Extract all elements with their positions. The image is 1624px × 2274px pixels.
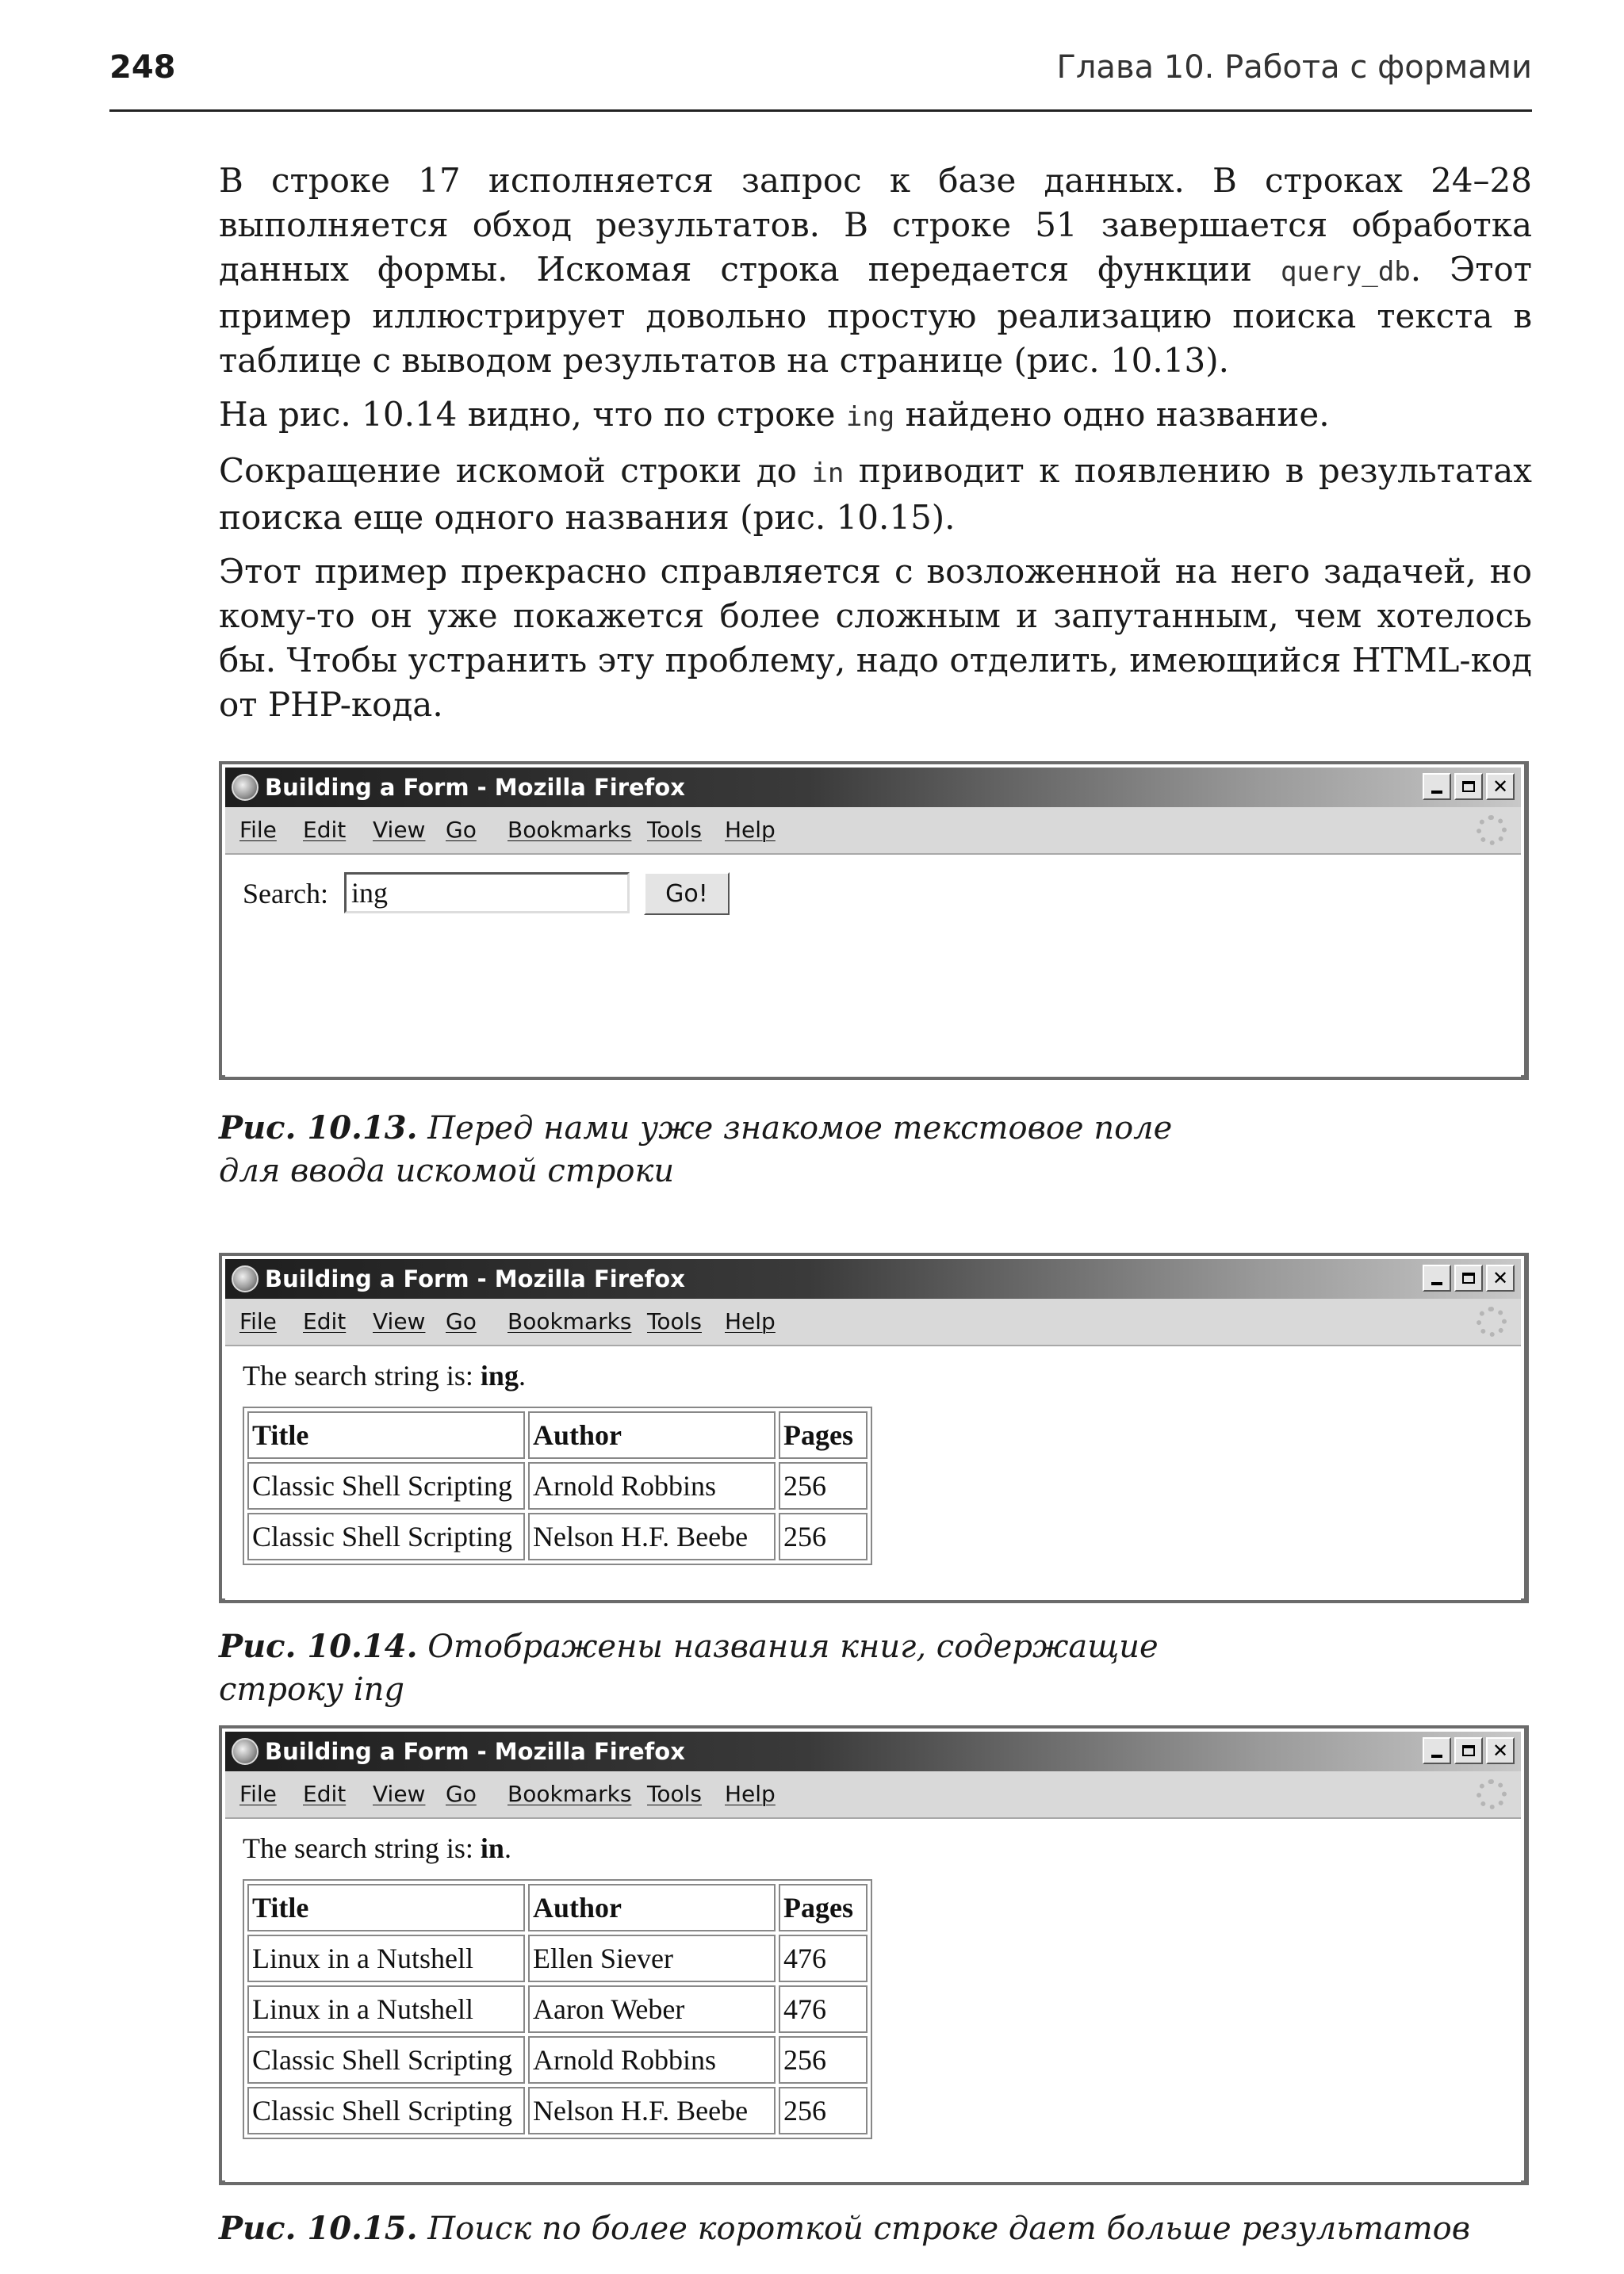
menu-file[interactable]: File	[239, 1781, 277, 1807]
menu-edit[interactable]: Edit	[303, 1781, 347, 1807]
page-number: 248	[109, 49, 176, 86]
search-result-line: The search string is: ing.	[243, 1360, 526, 1392]
minimize-icon[interactable]	[1423, 1265, 1451, 1292]
figure-10-15	[219, 1725, 1529, 2250]
paragraph-4: Этот пример прекрасно справляется с возложенной на него задачей, но кому-то он уже покажется более сложным и запутанным, чем хотелось бы. Чтобы устранить эту проблему, надо отделить, имеющийся HTML-код от PHP-кода.	[219, 552, 1532, 724]
inline-code-in: in	[811, 457, 845, 489]
cell-title: Linux in a Nutshell	[247, 1935, 525, 1982]
firefox-icon	[232, 1265, 259, 1292]
cell-title: Classic Shell Scripting	[247, 1513, 525, 1560]
paragraph-2: На рис. 10.14 видно, что по строке ing найдено одно название.	[219, 395, 1330, 434]
results-table	[243, 1407, 872, 1565]
table-row	[247, 1462, 868, 1510]
menu-bar	[225, 1299, 1521, 1346]
figure-caption: Рис. 10.13. Перед нами уже знакомое текстовое поле для ввода искомой строки	[219, 1109, 1173, 1189]
menu-tools[interactable]: Tools	[647, 1308, 702, 1334]
cell-title: Classic Shell Scripting	[247, 2036, 525, 2084]
table-row	[247, 2087, 868, 2134]
title-bar	[225, 1732, 1521, 1771]
table-row	[247, 1985, 868, 2033]
menu-edit[interactable]: Edit	[303, 1308, 347, 1334]
paragraph-1: В строке 17 исполняется запрос к базе данных. В строках 24–28 выполняется обход результатов. В строке 51 завершается обработка данных формы. Искомая строка передается функции query_db. Этот пример иллюстрирует довольно простую реализацию поиска текста в таблице с выводом результатов на странице (рис. 10.13).	[219, 161, 1533, 380]
menu-go[interactable]: Go	[446, 817, 477, 843]
menu-help[interactable]: Help	[725, 1308, 776, 1334]
menu-bar	[225, 807, 1521, 855]
menu-go[interactable]: Go	[446, 1781, 477, 1807]
menu-help[interactable]: Help	[725, 817, 776, 843]
search-term: ing	[480, 1360, 519, 1392]
maximize-icon[interactable]	[1454, 1265, 1483, 1292]
cell-title: Classic Shell Scripting	[247, 1462, 525, 1510]
close-icon[interactable]: ✕	[1486, 1737, 1515, 1764]
table-row	[247, 1935, 868, 1982]
running-header	[109, 48, 1532, 112]
menu-bookmarks[interactable]: Bookmarks	[508, 1308, 632, 1334]
window-title: Building a Form - Mozilla Firefox	[265, 1738, 685, 1765]
window-controls	[1423, 773, 1515, 800]
menu-file[interactable]: File	[239, 1308, 277, 1334]
search-label: Search:	[243, 878, 328, 909]
cell-pages: 476	[779, 1935, 868, 1982]
search-term: in	[480, 1832, 504, 1864]
browser-window	[219, 1725, 1529, 2185]
minimize-icon[interactable]	[1423, 773, 1451, 800]
cell-pages: 256	[779, 1462, 868, 1510]
menu-tools[interactable]: Tools	[647, 1781, 702, 1807]
title-bar	[225, 768, 1521, 807]
throbber-icon	[1477, 1779, 1507, 1809]
menu-file[interactable]: File	[239, 817, 277, 843]
body-text	[219, 159, 1532, 737]
cell-author: Aaron Weber	[528, 1985, 776, 2033]
column-header-title: Title	[247, 1884, 525, 1931]
menu-view[interactable]: View	[373, 1308, 426, 1334]
maximize-icon[interactable]	[1454, 1737, 1483, 1764]
column-header-pages: Pages	[779, 1411, 868, 1459]
throbber-icon	[1477, 815, 1507, 845]
figure-10-14	[219, 1253, 1529, 1711]
page-content	[225, 1819, 1521, 2182]
menu-view[interactable]: View	[373, 817, 426, 843]
table-header-row	[247, 1411, 868, 1459]
maximize-icon[interactable]	[1454, 773, 1483, 800]
menu-bar	[225, 1771, 1521, 1819]
cell-pages: 476	[779, 1985, 868, 2033]
column-header-title: Title	[247, 1411, 525, 1459]
close-icon[interactable]: ✕	[1486, 1265, 1515, 1292]
window-controls	[1423, 1737, 1515, 1764]
cell-author: Nelson H.F. Beebe	[528, 1513, 776, 1560]
cell-pages: 256	[779, 2087, 868, 2134]
search-input[interactable]	[344, 872, 630, 913]
window-title: Building a Form - Mozilla Firefox	[265, 1265, 685, 1292]
browser-window	[219, 761, 1529, 1080]
menu-help[interactable]: Help	[725, 1781, 776, 1807]
menu-view[interactable]: View	[373, 1781, 426, 1807]
paragraph-3: Сокращение искомой строки до in приводит к появлению в результатах поиска еще одного названия (рис. 10.15).	[219, 451, 1532, 537]
column-header-author: Author	[528, 1884, 776, 1931]
menu-go[interactable]: Go	[446, 1308, 477, 1334]
cell-title: Linux in a Nutshell	[247, 1985, 525, 2033]
menu-edit[interactable]: Edit	[303, 817, 347, 843]
go-button[interactable]: Go!	[644, 872, 730, 915]
figure-caption: Рис. 10.15. Поиск по более короткой строке дает больше результатов	[219, 2210, 1471, 2247]
inline-code-query-db: query_db	[1281, 256, 1411, 288]
column-header-pages: Pages	[779, 1884, 868, 1931]
cell-author: Arnold Robbins	[528, 1462, 776, 1510]
cell-pages: 256	[779, 2036, 868, 2084]
figure-10-13	[219, 761, 1529, 1193]
firefox-icon	[232, 1738, 259, 1765]
results-table	[243, 1879, 872, 2139]
page-content	[225, 1346, 1521, 1600]
column-header-author: Author	[528, 1411, 776, 1459]
menu-bookmarks[interactable]: Bookmarks	[508, 1781, 632, 1807]
table-row	[247, 1513, 868, 1560]
close-icon[interactable]: ✕	[1486, 773, 1515, 800]
figure-caption: Рис. 10.14. Отображены названия книг, содержащие строку ing	[219, 1628, 1159, 1708]
title-bar	[225, 1259, 1521, 1299]
cell-pages: 256	[779, 1513, 868, 1560]
page-content	[225, 855, 1521, 1077]
search-result-line: The search string is: in.	[243, 1832, 511, 1864]
firefox-icon	[232, 774, 259, 801]
table-header-row	[247, 1884, 868, 1931]
throbber-icon	[1477, 1307, 1507, 1337]
browser-window	[219, 1253, 1529, 1603]
table-row	[247, 2036, 868, 2084]
chapter-title: Глава 10. Работа с формами	[1056, 49, 1532, 86]
cell-author: Nelson H.F. Beebe	[528, 2087, 776, 2134]
window-controls	[1423, 1265, 1515, 1292]
menu-bookmarks[interactable]: Bookmarks	[508, 817, 632, 843]
minimize-icon[interactable]	[1423, 1737, 1451, 1764]
cell-author: Arnold Robbins	[528, 2036, 776, 2084]
cell-author: Ellen Siever	[528, 1935, 776, 1982]
inline-code-ing: ing	[845, 401, 895, 433]
window-title: Building a Form - Mozilla Firefox	[265, 774, 685, 801]
menu-tools[interactable]: Tools	[647, 817, 702, 843]
cell-title: Classic Shell Scripting	[247, 2087, 525, 2134]
